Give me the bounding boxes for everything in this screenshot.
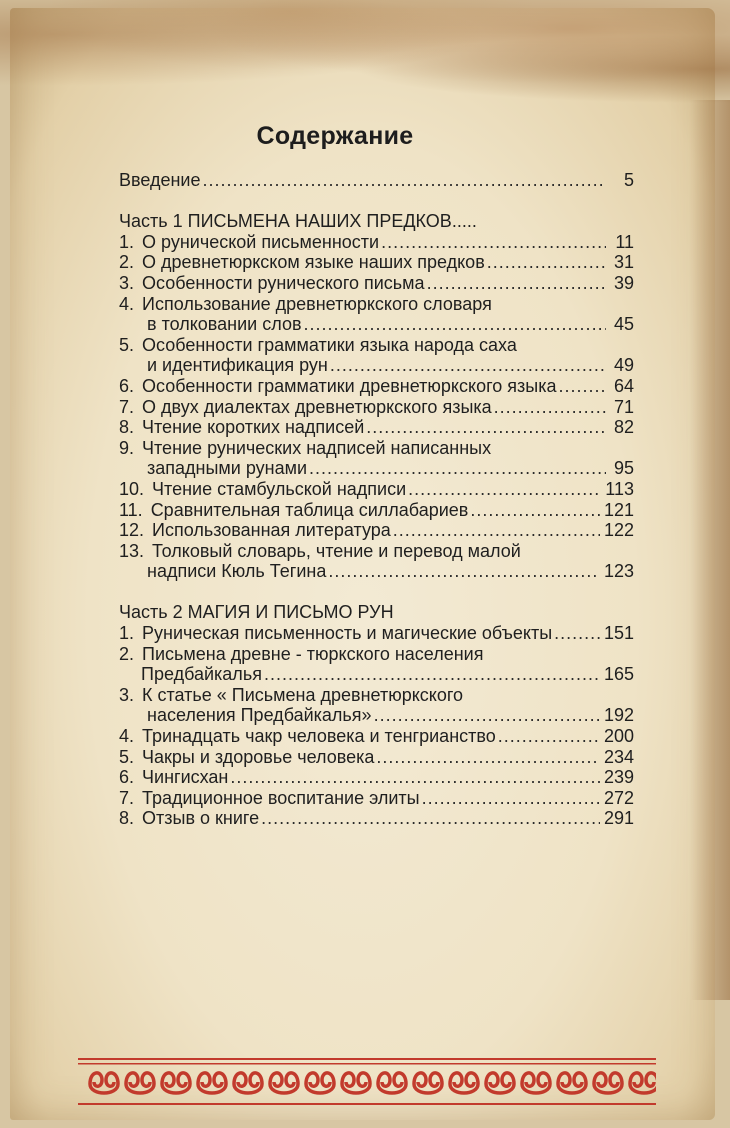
toc-entry-label: Чтение коротких надписей bbox=[142, 417, 365, 438]
toc-page-number: 5 bbox=[623, 170, 634, 190]
ornament-scroll bbox=[234, 1073, 262, 1093]
toc-entry[interactable] bbox=[119, 273, 634, 294]
toc-entry-label: О рунической письменности bbox=[142, 231, 380, 252]
dot-leader bbox=[381, 232, 606, 253]
toc-entry-label: Особенности грамматики языка народа саха bbox=[142, 334, 517, 355]
dot-leader bbox=[427, 273, 606, 294]
toc-entry[interactable] bbox=[119, 397, 634, 418]
ornament-scroll bbox=[558, 1073, 586, 1093]
toc-entry-number: 4. bbox=[119, 293, 135, 314]
ornament-scroll bbox=[414, 1073, 442, 1093]
ornament-scroll bbox=[342, 1073, 370, 1093]
toc-entry-number: 5. bbox=[119, 746, 135, 767]
dot-leader bbox=[330, 355, 606, 376]
toc-entry-number: 10. bbox=[119, 478, 145, 499]
toc-entry-number: 9. bbox=[119, 437, 135, 458]
dot-leader bbox=[422, 788, 600, 809]
toc-entry[interactable] bbox=[119, 685, 634, 706]
toc-entry-number: 7. bbox=[119, 396, 135, 417]
toc-entry-continuation[interactable] bbox=[119, 458, 634, 479]
ornament-scroll bbox=[450, 1073, 478, 1093]
toc-page-number: 291 bbox=[603, 808, 634, 829]
toc-page-number: 64 bbox=[613, 375, 634, 396]
ornament-scroll bbox=[306, 1073, 334, 1093]
toc-entry[interactable] bbox=[119, 438, 634, 459]
dot-leader bbox=[558, 376, 606, 397]
toc-entry-continuation[interactable] bbox=[119, 314, 634, 335]
toc-entry-label: Использованная литература bbox=[152, 520, 391, 541]
toc-entry-label: Тринадцать чакр человека и тенгрианство bbox=[142, 726, 496, 747]
decorative-ornament-border bbox=[78, 1058, 656, 1108]
toc-entry-label-continued: в толковании слов bbox=[147, 314, 302, 335]
toc-entry-label: Особенности рунического письма bbox=[142, 272, 425, 293]
toc-entry[interactable] bbox=[119, 294, 634, 315]
toc-entry-number: 12. bbox=[119, 520, 145, 541]
toc-entry[interactable] bbox=[119, 808, 634, 829]
part1-heading: Часть 1 ПИСЬМЕНА НАШИХ ПРЕДКОВ..... bbox=[119, 211, 477, 232]
toc-entry-number: 1. bbox=[119, 623, 135, 644]
toc-entry-label: Толковый словарь, чтение и перевод малой bbox=[152, 540, 521, 561]
toc-entry[interactable] bbox=[119, 726, 634, 747]
toc-entry-continuation[interactable] bbox=[119, 664, 634, 685]
ornament-scroll bbox=[378, 1073, 406, 1093]
toc-entry-label-continued: и идентификация рун bbox=[147, 355, 328, 376]
toc-entry[interactable] bbox=[119, 232, 634, 253]
toc-page-number: 121 bbox=[603, 499, 634, 520]
toc-page-number: 200 bbox=[603, 726, 634, 747]
toc-entry-number: 13. bbox=[119, 540, 145, 561]
dot-leader bbox=[494, 397, 606, 418]
dot-leader bbox=[393, 520, 600, 541]
ornament-scroll bbox=[198, 1073, 226, 1093]
toc-entry-label: Письмена древне - тюркского населения bbox=[142, 643, 484, 664]
toc-page-number: 82 bbox=[613, 417, 634, 438]
ornament-scroll bbox=[522, 1073, 550, 1093]
toc-page-number: 11 bbox=[615, 231, 634, 252]
toc-page-number: 123 bbox=[603, 561, 634, 582]
dot-leader bbox=[554, 623, 600, 644]
toc-page-number: 31 bbox=[613, 252, 634, 273]
toc-entry[interactable] bbox=[119, 788, 634, 809]
part2-entries bbox=[119, 623, 634, 829]
toc-entry-label: Введение bbox=[119, 170, 201, 190]
dot-leader bbox=[264, 664, 600, 685]
dot-leader bbox=[470, 500, 600, 521]
part1-entries bbox=[119, 232, 634, 582]
toc-entry[interactable] bbox=[119, 500, 634, 521]
dot-leader bbox=[261, 808, 600, 829]
toc-page-number: 49 bbox=[613, 355, 634, 376]
toc-entry[interactable] bbox=[119, 417, 634, 438]
toc-entry[interactable] bbox=[119, 623, 634, 644]
toc-page-number: 239 bbox=[603, 767, 634, 788]
toc-entry-label: Чингисхан bbox=[142, 767, 229, 788]
toc-page-number: 71 bbox=[613, 396, 634, 417]
table-of-contents bbox=[119, 170, 634, 829]
toc-entry[interactable] bbox=[119, 479, 634, 500]
toc-entry-label: Использование древнетюркского словаря bbox=[142, 293, 492, 314]
toc-page-number: 192 bbox=[603, 705, 634, 726]
dot-leader bbox=[203, 170, 606, 191]
toc-entry-continuation[interactable] bbox=[119, 705, 634, 726]
dot-leader bbox=[366, 417, 606, 438]
toc-entry-continuation[interactable] bbox=[119, 561, 634, 582]
toc-entry-number: 6. bbox=[119, 767, 135, 788]
toc-entry[interactable] bbox=[119, 644, 634, 665]
dot-leader bbox=[498, 726, 600, 747]
toc-entry-number: 8. bbox=[119, 808, 135, 829]
toc-entry-continuation[interactable] bbox=[119, 355, 634, 376]
dot-leader bbox=[309, 458, 606, 479]
ornament-scroll bbox=[126, 1073, 154, 1093]
ornament-scroll bbox=[630, 1073, 656, 1093]
toc-entry-intro[interactable] bbox=[119, 170, 634, 191]
toc-entry-label: О древнетюркском языке наших предков bbox=[142, 252, 485, 273]
toc-entry[interactable] bbox=[119, 335, 634, 356]
toc-entry-label: Чтение стамбульской надписи bbox=[152, 478, 407, 499]
toc-entry-number: 3. bbox=[119, 272, 135, 293]
toc-entry-label: О двух диалектах древнетюркского языка bbox=[142, 396, 492, 417]
dot-leader bbox=[304, 314, 606, 335]
toc-entry-number: 2. bbox=[119, 252, 135, 273]
toc-entry-label-continued: Предбайкалья bbox=[141, 664, 262, 685]
part2-heading: Часть 2 МАГИЯ И ПИСЬМО РУН bbox=[119, 602, 394, 623]
toc-entry-label: Сравнительная таблица силлабариев bbox=[150, 499, 469, 520]
ornament-scroll bbox=[270, 1073, 298, 1093]
dot-leader bbox=[408, 479, 601, 500]
dot-leader bbox=[487, 252, 606, 273]
toc-entry-number: 8. bbox=[119, 417, 135, 438]
ornament-scroll bbox=[594, 1073, 622, 1093]
dot-leader bbox=[230, 767, 600, 788]
paper-stain-right bbox=[690, 100, 730, 1000]
toc-entry-number: 2. bbox=[119, 643, 135, 664]
dot-leader bbox=[328, 561, 600, 582]
toc-page-number: 113 bbox=[605, 478, 634, 499]
ornament-scroll bbox=[162, 1073, 190, 1093]
toc-page-number: 39 bbox=[613, 272, 634, 293]
toc-entry-label-continued: западными рунами bbox=[147, 458, 308, 479]
toc-page-number: 45 bbox=[613, 314, 634, 335]
ornament-scroll bbox=[486, 1073, 514, 1093]
paper-stain-top bbox=[0, 0, 730, 115]
toc-entry-label-continued: надписи Кюль Тегина bbox=[147, 561, 327, 582]
toc-entry-label: Чтение рунических надписей написанных bbox=[142, 437, 492, 458]
toc-entry[interactable] bbox=[119, 541, 634, 562]
toc-entry[interactable] bbox=[119, 520, 634, 541]
toc-page-number: 151 bbox=[603, 623, 634, 644]
dot-leader bbox=[376, 747, 600, 768]
toc-entry-label-continued: населения Предбайкалья» bbox=[147, 705, 372, 726]
toc-entry[interactable] bbox=[119, 767, 634, 788]
toc-page-number: 165 bbox=[603, 664, 634, 685]
toc-entry-number: 5. bbox=[119, 334, 135, 355]
toc-entry-number: 7. bbox=[119, 787, 135, 808]
toc-entry-label: Руническая письменность и магические объекты bbox=[142, 623, 553, 644]
toc-entry-label: Отзыв о книге bbox=[142, 808, 260, 829]
toc-entry-number: 4. bbox=[119, 726, 135, 747]
toc-page-number: 95 bbox=[613, 458, 634, 479]
toc-entry[interactable] bbox=[119, 252, 634, 273]
toc-page-number: 272 bbox=[603, 787, 634, 808]
ornament-scroll bbox=[90, 1073, 118, 1093]
toc-entry-number: 6. bbox=[119, 375, 135, 396]
toc-page-number: 234 bbox=[603, 746, 634, 767]
toc-entry[interactable] bbox=[119, 747, 634, 768]
dot-leader bbox=[374, 705, 600, 726]
page-title: Содержание bbox=[256, 122, 414, 150]
toc-entry-number: 11. bbox=[119, 499, 143, 520]
toc-entry[interactable] bbox=[119, 376, 634, 397]
toc-entry-number: 3. bbox=[119, 684, 135, 705]
toc-entry-label: Чакры и здоровье человека bbox=[142, 746, 375, 767]
toc-entry-label: К статье « Письмена древнетюркского bbox=[142, 684, 464, 705]
toc-page-number: 122 bbox=[603, 520, 634, 541]
toc-entry-label: Особенности грамматики древнетюркского языка bbox=[142, 375, 557, 396]
toc-entry-label: Традиционное воспитание элиты bbox=[142, 787, 420, 808]
toc-entry-number: 1. bbox=[119, 231, 135, 252]
